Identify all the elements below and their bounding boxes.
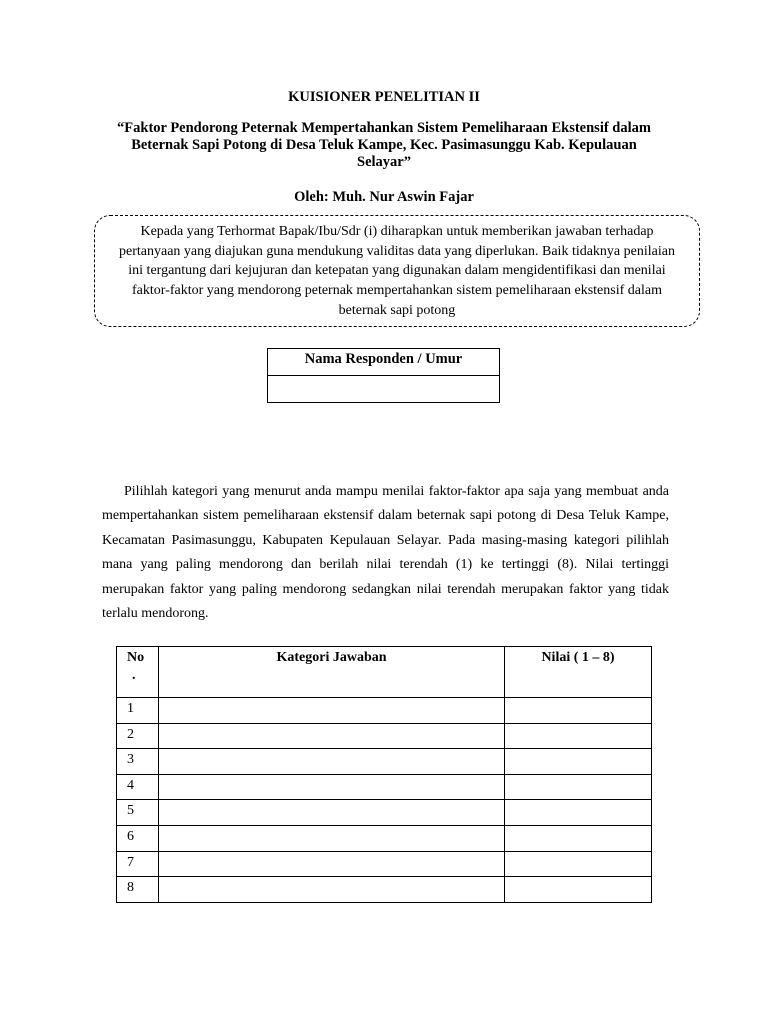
header-no (117, 647, 159, 698)
row-number: 2 (117, 723, 159, 749)
score-table-header-row (117, 647, 652, 698)
nilai-cell[interactable] (505, 877, 652, 903)
nilai-cell[interactable] (505, 825, 652, 851)
kategori-cell[interactable] (159, 749, 505, 775)
respondent-table (267, 348, 500, 403)
respondent-label: Nama Responden / Umur (268, 349, 500, 376)
page-title: KUISIONER PENELITIAN II (288, 89, 480, 105)
nilai-cell[interactable] (505, 723, 652, 749)
header-no-dot: . (132, 668, 136, 683)
table-row (117, 825, 652, 851)
row-number: 3 (117, 749, 159, 775)
row-number: 6 (117, 825, 159, 851)
table-row (117, 774, 652, 800)
header-kategori: Kategori Jawaban (159, 647, 505, 698)
kategori-cell[interactable] (159, 774, 505, 800)
research-title: “Faktor Pendorong Peternak Mempertahankan Sistem Pemeliharaan Ekstensif dalam Beternak Sapi Potong di Desa Teluk Kampe, Kec. Pasimasunggu Kab. Kepulauan Selayar” (117, 120, 651, 170)
nilai-cell[interactable] (505, 851, 652, 877)
nilai-cell[interactable] (505, 774, 652, 800)
respondent-input-cell[interactable] (268, 376, 500, 403)
table-row (117, 698, 652, 724)
row-number: 1 (117, 698, 159, 724)
nilai-cell[interactable] (505, 800, 652, 826)
table-row (117, 800, 652, 826)
row-number: 5 (117, 800, 159, 826)
author-line: Oleh: Muh. Nur Aswin Fajar (294, 189, 474, 205)
row-number: 4 (117, 774, 159, 800)
row-number: 8 (117, 877, 159, 903)
kategori-cell[interactable] (159, 723, 505, 749)
intro-text: Kepada yang Terhormat Bapak/Ibu/Sdr (i) diharapkan untuk memberikan jawaban terhadap pertanyaan yang diajukan guna mendukung validitas data yang diperlukan. Baik tidaknya penilaian ini tergantung dari kejujuran dan ketepatan yang digunakan dalam mengidentifikasi dan menilai faktor-faktor yang mendorong peternak mempertahankan sistem pemeliharaan ekstensif dalam beternak sapi potong (119, 224, 675, 318)
kategori-cell[interactable] (159, 825, 505, 851)
header-no-text: No (127, 650, 145, 665)
table-row (117, 851, 652, 877)
table-row (117, 723, 652, 749)
nilai-cell[interactable] (505, 749, 652, 775)
kategori-cell[interactable] (159, 851, 505, 877)
score-table (116, 646, 652, 903)
kategori-cell[interactable] (159, 800, 505, 826)
instruction-paragraph: Pilihlah kategori yang menurut anda mampu menilai faktor-faktor apa saja yang membuat anda mempertahankan sistem pemeliharaan ekstensif dalam beternak sapi potong di Desa Teluk Kampe, Kecamatan Pasimasunggu, Kabupaten Kepulauan Selayar. Pada masing-masing kategori pilihlah mana yang paling mendorong dan berilah nilai terendah (1) ke tertinggi (8). Nilai tertinggi merupakan faktor yang paling mendorong sedangkan nilai terendah merupakan faktor yang tidak terlalu mendorong. (102, 484, 669, 622)
header-nilai: Nilai ( 1 – 8) (505, 647, 652, 698)
kategori-cell[interactable] (159, 698, 505, 724)
table-row (117, 877, 652, 903)
kategori-cell[interactable] (159, 877, 505, 903)
nilai-cell[interactable] (505, 698, 652, 724)
table-row (117, 749, 652, 775)
row-number: 7 (117, 851, 159, 877)
